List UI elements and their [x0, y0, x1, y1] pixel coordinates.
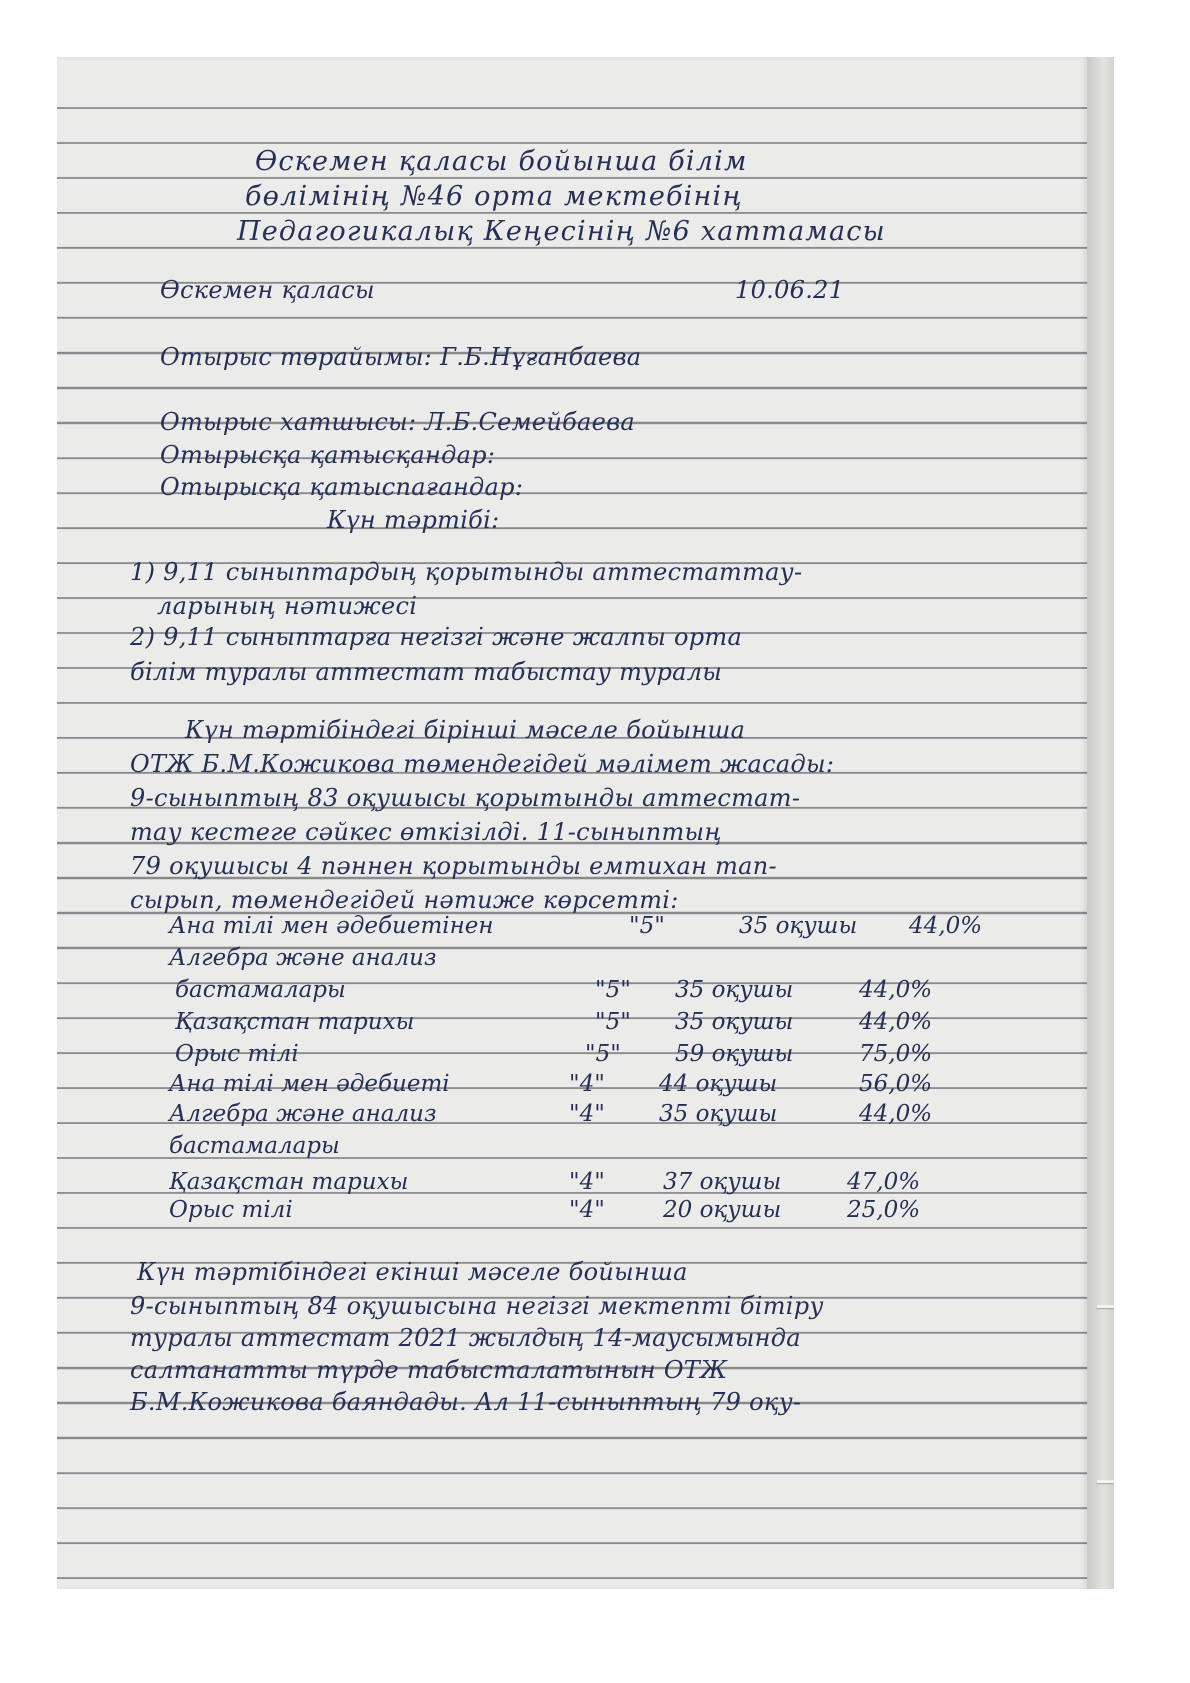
result-count: 20 оқушы: [663, 1197, 782, 1223]
first-issue-line-3: 9-сыныптың 83 оқушысы қорытынды аттестат-: [130, 784, 801, 812]
first-issue-line-2: ОТЖ Б.М.Кожикова төмендегідей мәлімет жасады:: [130, 750, 835, 778]
result-subject: Қазақстан тарихы: [175, 1009, 415, 1035]
result-grade: "5": [595, 1009, 631, 1035]
binding-thread: [1097, 1305, 1114, 1308]
agenda-line-1: 1) 9,11 сыныптардың қорытынды аттестаттау-: [130, 558, 803, 586]
first-issue-line-6: сырып, төмендегідей нәтиже көрсетті:: [130, 886, 679, 914]
notebook-photo: [57, 57, 1114, 1589]
date: 10.06.21: [735, 276, 845, 304]
first-issue-line-4: тау кестеге сәйкес өткізілді. 11-сыныптың: [130, 818, 722, 846]
result-percent: 44,0%: [859, 1009, 933, 1035]
result-percent: 44,0%: [859, 977, 933, 1003]
first-issue-line-5: 79 оқушысы 4 пәннен қорытынды емтихан тап-: [130, 852, 777, 880]
result-subject: Алгебра және анализ: [169, 1101, 437, 1127]
result-grade: "4": [569, 1197, 605, 1223]
result-percent: 47,0%: [847, 1169, 921, 1195]
result-count: 35 оқушы: [675, 1009, 794, 1035]
result-count: 35 оқушы: [739, 913, 858, 939]
absent: Отырысқа қатыспағандар:: [160, 473, 524, 501]
first-issue-line-1: Күн тәртібіндегі бірінші мәселе бойынша: [185, 716, 746, 744]
result-percent: 44,0%: [859, 1101, 933, 1127]
attended: Отырысқа қатысқандар:: [160, 441, 496, 469]
second-issue-line-3: туралы аттестат 2021 жылдың 14-маусымында: [130, 1324, 801, 1352]
title-line-1: Өскемен қаласы бойынша білім: [255, 146, 748, 177]
result-grade: "5": [585, 1041, 621, 1067]
second-issue-line-5: Б.М.Кожикова баяндады. Ал 11-сыныптың 79 оқу-: [130, 1388, 802, 1416]
result-grade: "5": [595, 977, 631, 1003]
result-grade: "5": [629, 913, 665, 939]
result-subject: Орыс тілі: [169, 1197, 293, 1223]
result-subject: бастамалары: [169, 1133, 340, 1159]
result-count: 59 оқушы: [675, 1041, 794, 1067]
result-count: 37 оқушы: [663, 1169, 782, 1195]
second-issue-line-2: 9-сыныптың 84 оқушысына негізгі мектепті бітіру: [130, 1292, 824, 1320]
agenda-line-4: білім туралы аттестат табыстау туралы: [130, 658, 723, 686]
result-count: 35 оқушы: [659, 1101, 778, 1127]
result-grade: "4": [569, 1071, 605, 1097]
title-line-2: бөлімінің №46 орта мектебінің: [245, 181, 743, 212]
result-count: 35 оқушы: [675, 977, 794, 1003]
secretary: Отырыс хатшысы: Л.Б.Семейбаева: [160, 408, 636, 436]
chair: Отырыс төрайымы: Г.Б.Нұғанбаева: [160, 343, 642, 371]
result-grade: "4": [569, 1101, 605, 1127]
result-percent: 75,0%: [859, 1041, 933, 1067]
result-subject: бастамалары: [175, 977, 346, 1003]
result-percent: 56,0%: [859, 1071, 933, 1097]
result-subject: Қазақстан тарихы: [169, 1169, 409, 1195]
agenda-heading: Күн тәртібі:: [327, 506, 500, 534]
result-subject: Ана тілі мен әдебиетінен: [169, 913, 494, 939]
result-subject: Ана тілі мен әдебиеті: [169, 1071, 450, 1097]
agenda-line-3: 2) 9,11 сыныптарға негізгі және жалпы орта: [130, 623, 743, 651]
result-percent: 44,0%: [909, 913, 983, 939]
result-subject: Орыс тілі: [175, 1041, 299, 1067]
title-line-3: Педагогикалық Кеңесінің №6 хаттамасы: [237, 216, 886, 247]
result-subject: Алгебра және анализ: [169, 945, 437, 971]
binding-thread: [1097, 1480, 1114, 1483]
city: Өскемен қаласы: [160, 276, 375, 304]
notebook-binding: [1087, 57, 1114, 1589]
agenda-line-2: ларының нәтижесі: [157, 592, 418, 620]
second-issue-line-4: салтанатты түрде табысталатынын ОТЖ: [130, 1356, 728, 1384]
second-issue-line-1: Күн тәртібіндегі екінші мәселе бойынша: [137, 1258, 688, 1286]
result-count: 44 оқушы: [659, 1071, 778, 1097]
notebook-page: [57, 57, 1087, 1589]
result-percent: 25,0%: [847, 1197, 921, 1223]
result-grade: "4": [569, 1169, 605, 1195]
